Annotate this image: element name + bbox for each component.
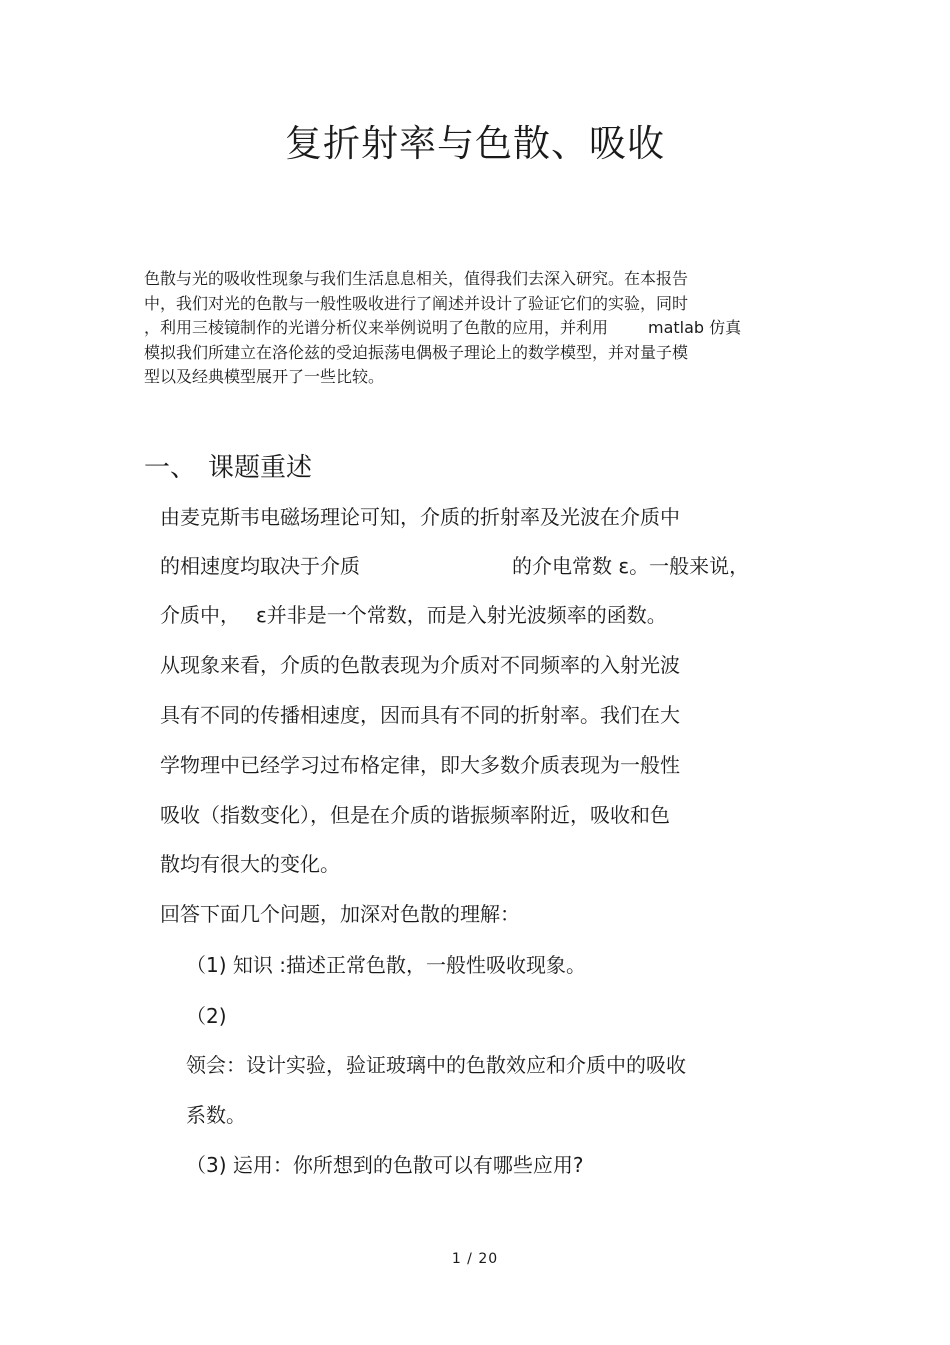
document-title: 复折射率与色散、吸收 xyxy=(285,122,665,165)
question-item: 领会：设计实验，验证玻璃中的色散效应和介质中的吸收 xyxy=(186,1053,686,1077)
abstract-line: 模拟我们所建立在洛伦兹的受迫振荡电偶极子理论上的数学模型，并对量子模 xyxy=(144,342,689,362)
paragraph-text: ε并非是一个常数，而是入射光波频率的函数。 xyxy=(256,603,667,627)
abstract-line: 型以及经典模型展开了一些比较。 xyxy=(144,367,385,386)
paragraph-line: 回答下面几个问题，加深对色散的理解： xyxy=(160,902,520,926)
paragraph-line xyxy=(160,600,667,630)
paragraph-text: 介质中， xyxy=(160,603,240,627)
abstract-line: 中，我们对光的色散与一般性吸收进行了阐述并设计了验证它们的实验，同时 xyxy=(144,293,689,313)
paragraph-text: 的介电常数 ε。一般来说， xyxy=(512,554,750,578)
abstract-line-text: matlab 仿真 xyxy=(648,318,742,337)
paragraph-line: 具有不同的传播相速度，因而具有不同的折射率。我们在大 xyxy=(160,703,680,727)
abstract-line xyxy=(144,316,824,341)
paragraph-line xyxy=(160,551,749,581)
section-number: 一、 xyxy=(144,453,197,483)
paragraph-line: 由麦克斯韦电磁场理论可知，介质的折射率及光波在介质中 xyxy=(160,505,680,529)
section-title: 课题重述 xyxy=(208,453,313,483)
paragraph-line: 吸收（指数变化），但是在介质的谐振频率附近，吸收和色 xyxy=(160,803,670,827)
question-item: 系数。 xyxy=(186,1103,246,1127)
question-label: （2) xyxy=(186,1004,227,1028)
question-item: （3) 运用：你所想到的色散可以有哪些应用? xyxy=(186,1153,584,1177)
abstract-block xyxy=(144,267,824,390)
abstract-line: 色散与光的吸收性现象与我们生活息息相关，值得我们去深入研究。在本报告 xyxy=(144,269,689,288)
page-number: 1 / 20 xyxy=(451,1251,499,1267)
paragraph-line: 从现象来看，介质的色散表现为介质对不同频率的入射光波 xyxy=(160,653,680,677)
paragraph-text: 的相速度均取决于介质 xyxy=(160,554,360,578)
question-item: （1) 知识 :描述正常色散，一般性吸收现象。 xyxy=(186,953,586,977)
abstract-line-text: ，利用三棱镜制作的光谱分析仪来举例说明了色散的应用，并利用 xyxy=(144,318,609,337)
paragraph-line: 散均有很大的变化。 xyxy=(160,852,340,876)
section-heading xyxy=(144,448,312,488)
paragraph-line: 学物理中已经学习过布格定律，即大多数介质表现为一般性 xyxy=(160,753,680,777)
